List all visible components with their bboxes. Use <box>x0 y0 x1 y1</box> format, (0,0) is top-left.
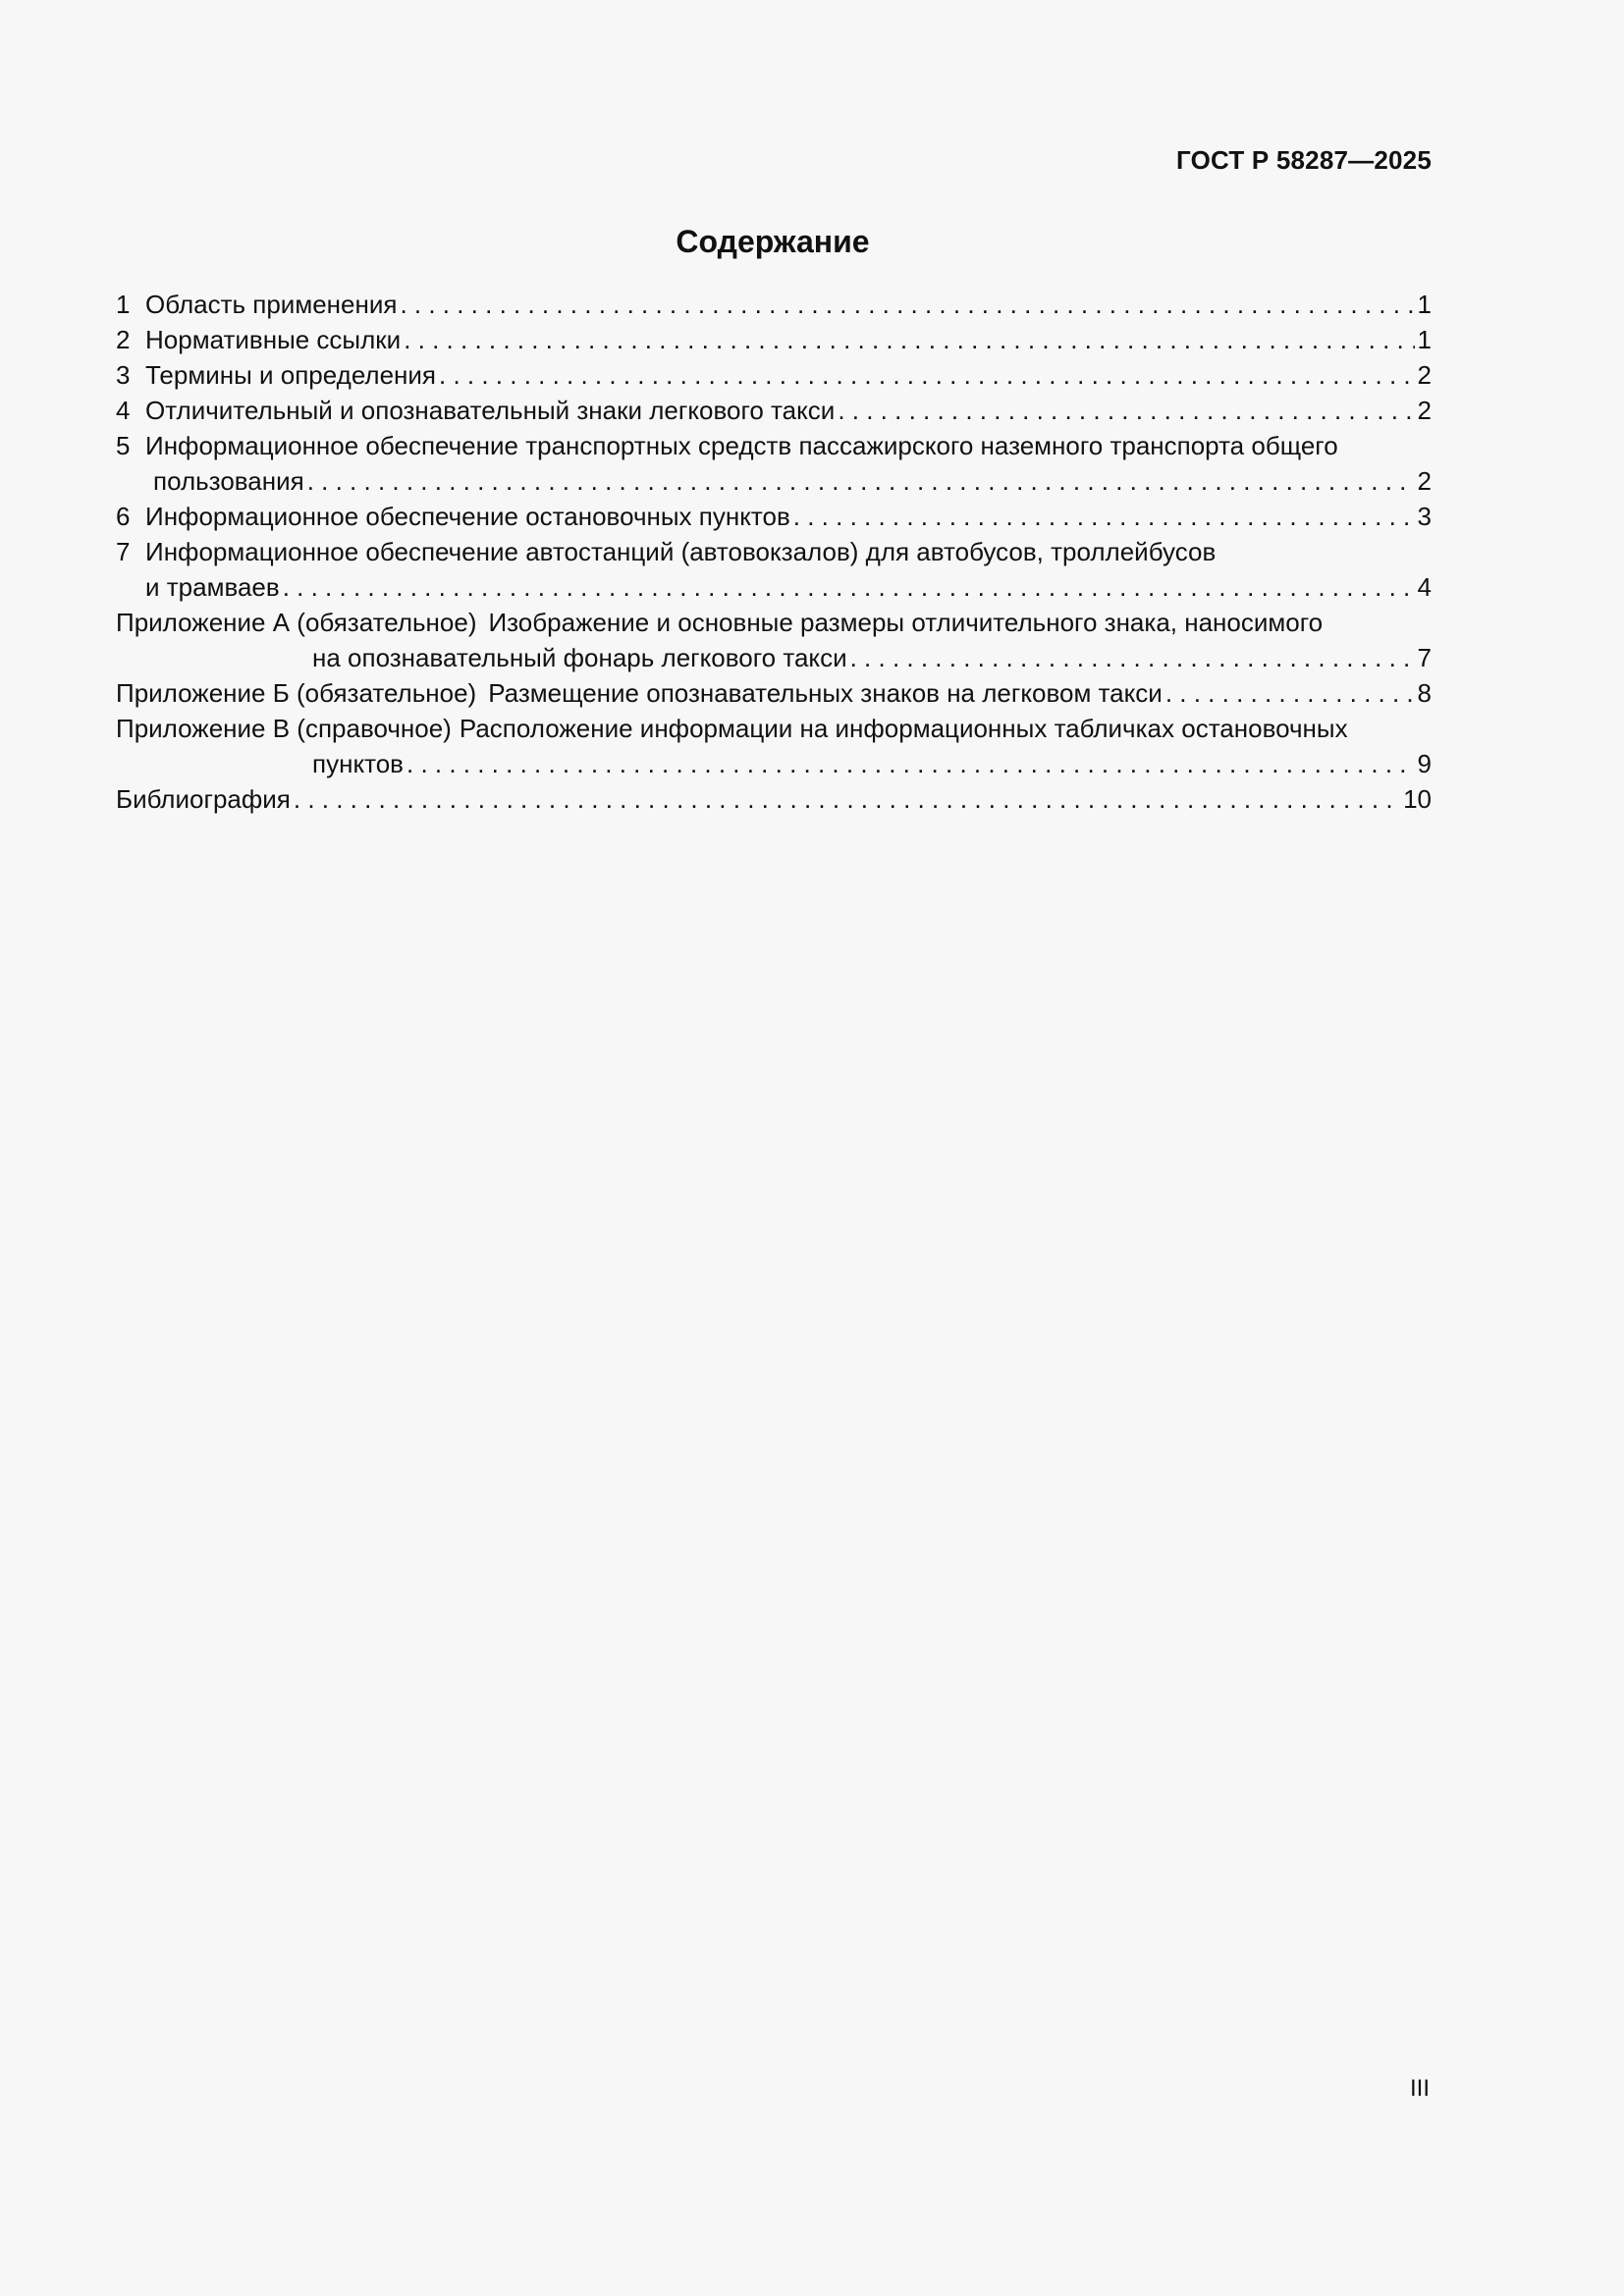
document-code: ГОСТ Р 58287—2025 <box>1176 145 1432 175</box>
toc-entry-title: Термины и определения <box>145 360 437 390</box>
appendix-label: Приложение Б (обязательное) <box>116 678 477 708</box>
toc-leader-dots <box>850 640 1415 675</box>
toc-leader-dots <box>439 357 1415 393</box>
toc-entry-title: Информационное обеспечение остановочных пунктов <box>145 502 790 531</box>
toc-entry-4[interactable] <box>116 393 1432 428</box>
toc-entry-number: 5 <box>116 431 131 460</box>
page-number: III <box>1409 2075 1430 2102</box>
toc-leader-dots <box>793 499 1415 534</box>
toc-entry-7[interactable] <box>116 534 1432 605</box>
toc-entry-1[interactable] <box>116 287 1432 322</box>
toc-entry-page: 4 <box>1417 572 1432 602</box>
appendix-title-line2: пунктов <box>312 749 404 778</box>
toc-entry-number: 6 <box>116 502 131 531</box>
toc-leader-dots <box>1165 675 1415 711</box>
toc-entry-page: 8 <box>1417 678 1432 708</box>
toc-entry-number: 3 <box>116 360 131 390</box>
appendix-title: Размещение опознавательных знаков на легковом такси <box>488 678 1163 708</box>
appendix-title-line2: на опознавательный фонарь легкового такси <box>312 643 847 672</box>
toc-leader-dots <box>307 463 1415 499</box>
toc-appendix-v[interactable] <box>116 711 1432 781</box>
bibliography-title: Библиография <box>116 784 291 814</box>
toc-entry-page: 2 <box>1417 360 1432 390</box>
appendix-title-line1: Расположение информации на информационных табличках остановочных <box>459 714 1348 743</box>
toc-entry-number: 2 <box>116 325 131 354</box>
toc-entry-6[interactable] <box>116 499 1432 534</box>
toc-bibliography[interactable] <box>116 781 1432 817</box>
toc-leader-dots <box>404 322 1414 357</box>
toc-leader-dots <box>294 781 1400 817</box>
toc-title: Содержание <box>676 224 870 259</box>
toc-entry-title-line1: Информационное обеспечение автостанций (автовокзалов) для автобусов, троллейбусов <box>145 537 1217 566</box>
toc-entry-page: 2 <box>1417 396 1432 425</box>
toc-appendix-a[interactable] <box>116 605 1432 675</box>
appendix-label: Приложение В (справочное) <box>116 714 452 743</box>
toc-entry-5[interactable] <box>116 428 1432 499</box>
toc-entry-title: Отличительный и опознавательный знаки легкового такси <box>145 396 836 425</box>
table-of-contents <box>116 287 1432 817</box>
appendix-title-line1: Изображение и основные размеры отличительного знака, наносимого <box>488 608 1324 637</box>
toc-entry-page: 10 <box>1403 784 1432 814</box>
toc-entry-number: 7 <box>116 537 131 566</box>
toc-entry-page: 1 <box>1417 290 1432 319</box>
toc-leader-dots <box>406 746 1415 781</box>
toc-entry-title-line2: пользования <box>153 466 304 496</box>
toc-appendix-b[interactable] <box>116 675 1432 711</box>
toc-entry-page: 1 <box>1417 325 1432 354</box>
toc-entry-title-line1: Информационное обеспечение транспортных средств пассажирского наземного транспорта общего <box>145 431 1338 460</box>
toc-entry-title: Нормативные ссылки <box>145 325 402 354</box>
toc-entry-title-line2: и трамваев <box>145 572 280 602</box>
toc-entry-page: 2 <box>1417 466 1432 496</box>
toc-leader-dots <box>838 393 1414 428</box>
toc-entry-page: 9 <box>1417 749 1432 778</box>
toc-entry-3[interactable] <box>116 357 1432 393</box>
toc-entry-2[interactable] <box>116 322 1432 357</box>
toc-entry-page: 3 <box>1417 502 1432 531</box>
toc-entry-number: 4 <box>116 396 131 425</box>
toc-entry-title: Область применения <box>145 290 398 319</box>
toc-leader-dots <box>400 287 1414 322</box>
toc-entry-number: 1 <box>116 290 131 319</box>
toc-leader-dots <box>283 569 1415 605</box>
appendix-label: Приложение А (обязательное) <box>116 608 477 637</box>
toc-entry-page: 7 <box>1417 643 1432 672</box>
